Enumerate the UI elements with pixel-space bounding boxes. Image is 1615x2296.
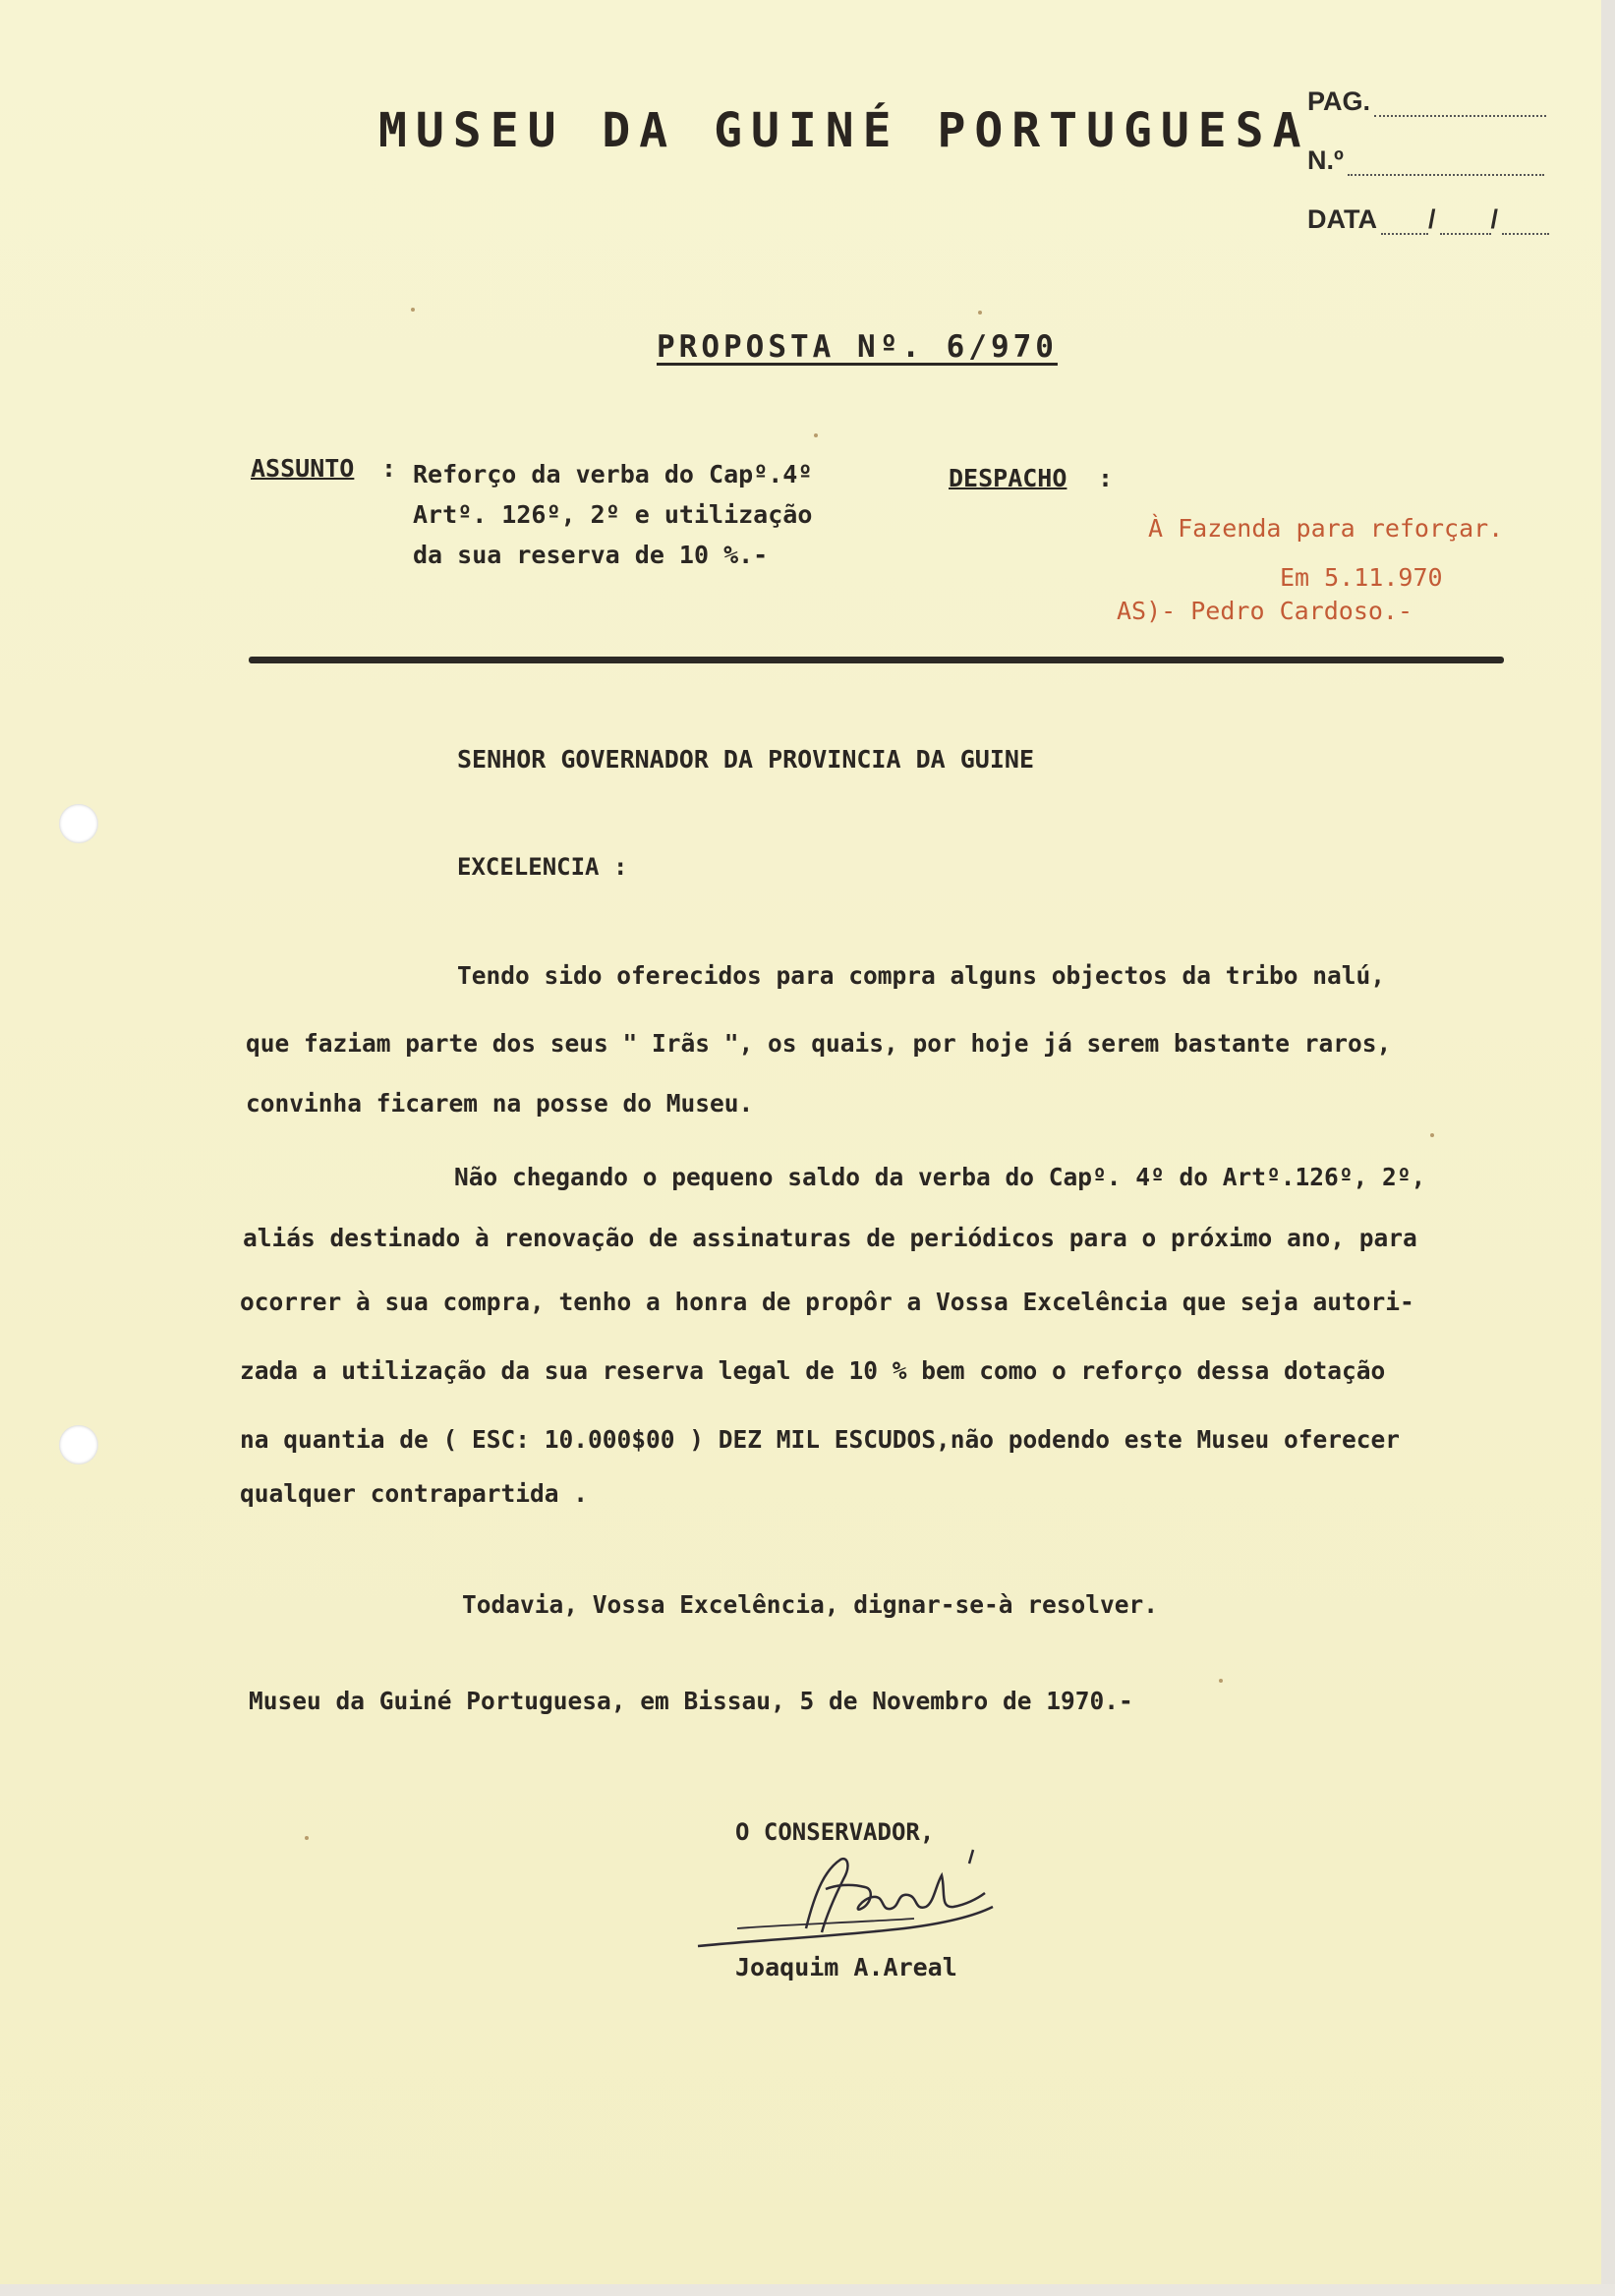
salutation: SENHOR GOVERNADOR DA PROVINCIA DA GUINE: [457, 745, 1034, 774]
institution-title: MUSEU DA GUINÉ PORTUGUESA: [378, 103, 1310, 158]
despacho-note-line: Em 5.11.970: [1280, 563, 1443, 592]
ref-pag-row: [1307, 86, 1546, 117]
place-and-date: Museu da Guiné Portuguesa, em Bissau, 5 de Novembro de 1970.-: [249, 1687, 1133, 1715]
assunto-line: da sua reserva de 10 %.-: [413, 541, 769, 569]
closing-line: Todavia, Vossa Excelência, dignar-se-à resolver.: [462, 1590, 1159, 1619]
paragraph-2-line: ocorrer à sua compra, tenho a honra de propôr a Vossa Excelência que seja autori-: [240, 1288, 1414, 1316]
paper-speck: [814, 433, 818, 437]
despacho-note-line: À Fazenda para reforçar.: [1148, 514, 1504, 543]
ref-pag-line: [1374, 95, 1546, 117]
ref-data-label: DATA: [1307, 204, 1377, 234]
page-edge-right: [1601, 0, 1615, 2296]
paragraph-1-line: convinha ficarem na posse do Museu.: [246, 1089, 754, 1118]
paragraph-2-line: aliás destinado à renovação de assinaturas de periódicos para o próximo ano, para: [243, 1224, 1417, 1252]
paper-speck: [978, 311, 982, 315]
horizontal-rule: [249, 657, 1504, 663]
ref-data-year-line: [1502, 213, 1549, 235]
ref-data-sep-2: /: [1490, 204, 1499, 234]
despacho-colon: :: [1098, 464, 1114, 492]
ref-no-label: N.º: [1307, 145, 1344, 175]
paper-speck: [305, 1836, 309, 1840]
signature-title: O CONSERVADOR,: [735, 1818, 935, 1846]
paragraph-2-line: na quantia de ( ESC: 10.000$00 ) DEZ MIL ESCUDOS,não podendo este Museu oferecer: [240, 1425, 1401, 1454]
punch-hole-top: [59, 804, 98, 843]
assunto-text: [413, 454, 812, 575]
ref-data-row: [1307, 204, 1549, 235]
greeting: EXCELENCIA :: [457, 853, 628, 881]
assunto-colon: :: [381, 454, 397, 483]
paragraph-1-line: Tendo sido oferecidos para compra alguns objectos da tribo nalú,: [457, 961, 1386, 990]
paragraph-1-line: que faziam parte dos seus " Irãs ", os quais, por hoje já serem bastante raros,: [246, 1029, 1392, 1058]
handwritten-signature: [678, 1830, 1012, 1958]
ref-pag-label: PAG.: [1307, 86, 1371, 116]
ref-data-month-line: [1440, 213, 1491, 235]
paper-speck: [1219, 1679, 1223, 1683]
ref-data-day-line: [1381, 213, 1428, 235]
paragraph-2-line: qualquer contrapartida .: [240, 1479, 589, 1508]
despacho-label: DESPACHO: [949, 464, 1067, 492]
ref-no-line: [1348, 154, 1544, 176]
paragraph-2-line: zada a utilização da sua reserva legal de 10 % bem como o reforço dessa dotação: [240, 1356, 1386, 1385]
assunto-line: Artº. 126º, 2º e utilização: [413, 500, 813, 529]
despacho-note-line: AS)- Pedro Cardoso.-: [1117, 597, 1413, 625]
punch-hole-bottom: [59, 1425, 98, 1464]
ref-data-sep-1: /: [1427, 204, 1436, 234]
paper-speck: [1430, 1133, 1434, 1137]
proposal-title: PROPOSTA Nº. 6/970: [657, 329, 1058, 365]
assunto-line: Reforço da verba do Capº.4º: [413, 460, 813, 488]
assunto-label: ASSUNTO: [251, 454, 355, 483]
signer-name: Joaquim A.Areal: [735, 1953, 957, 1981]
paragraph-2-line: Não chegando o pequeno saldo da verba do Capº. 4º do Artº.126º, 2º,: [454, 1163, 1426, 1191]
ref-no-row: [1307, 145, 1544, 176]
paper-speck: [411, 308, 415, 312]
page-edge-bottom: [0, 2284, 1615, 2296]
